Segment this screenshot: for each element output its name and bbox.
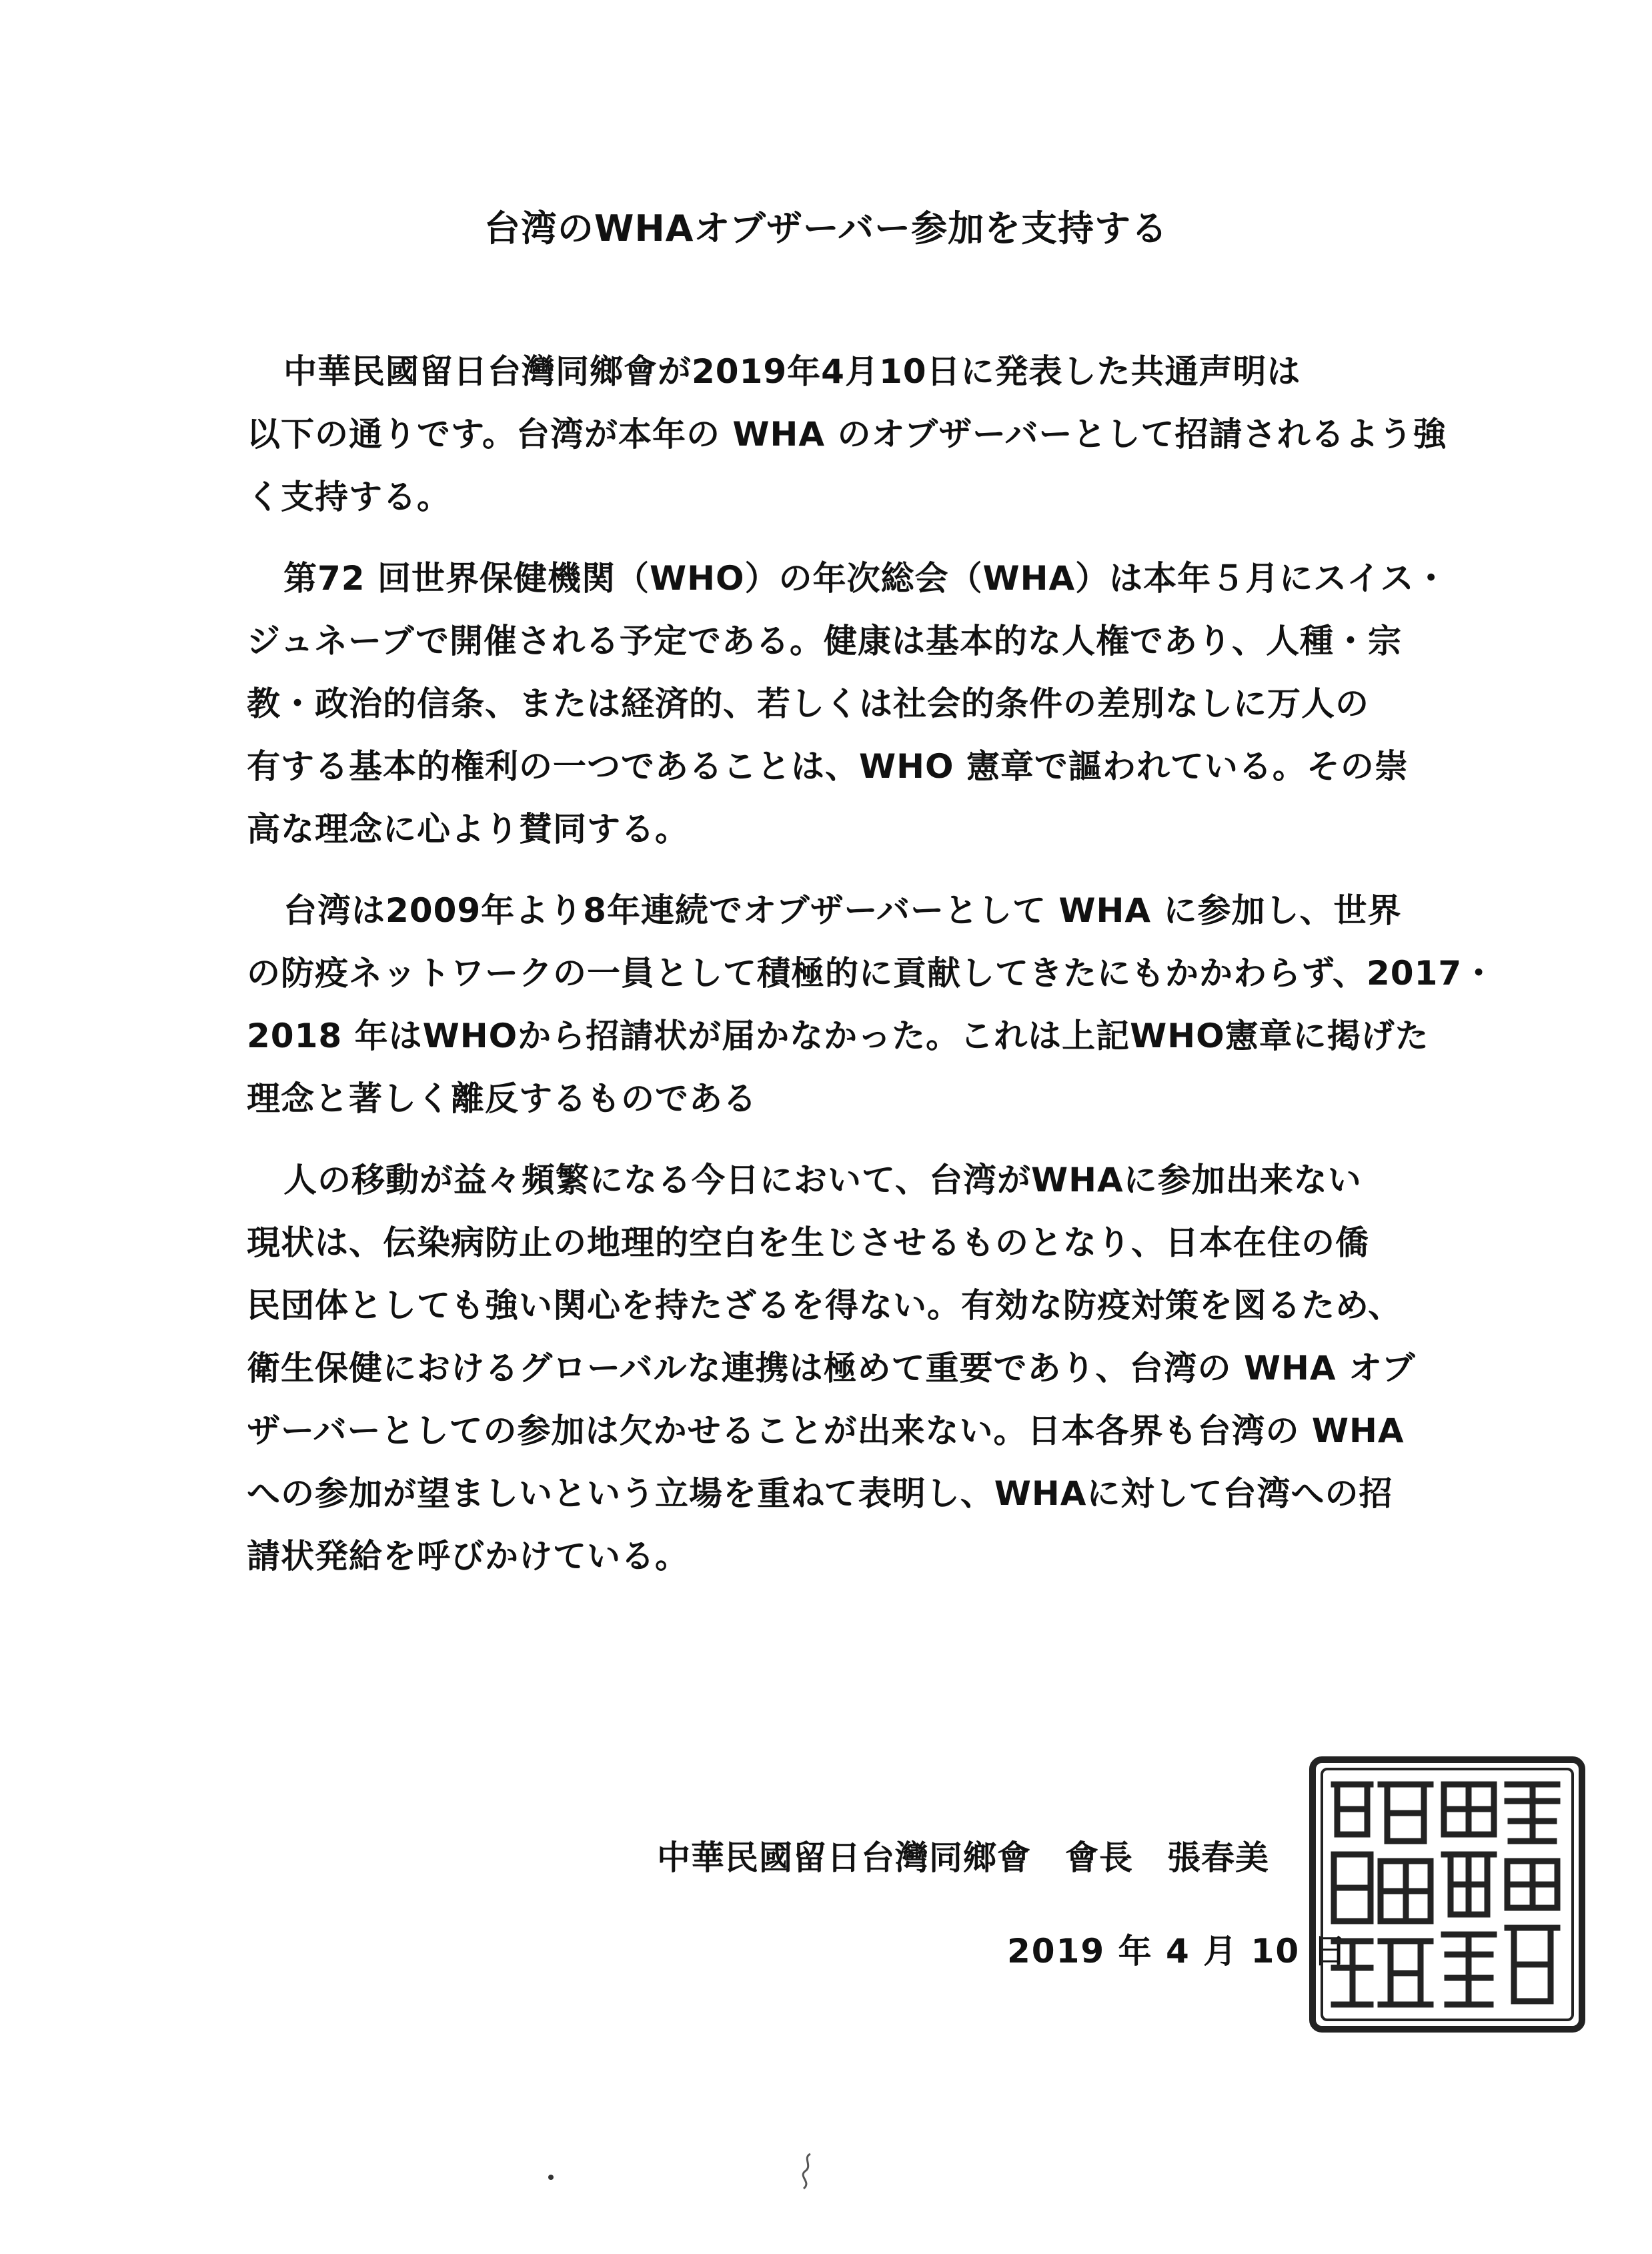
paragraph-line: 以下の通りです。台湾が本年の WHA のオブザーバーとして招請されるよう強 bbox=[247, 415, 1447, 454]
paragraph-line: 高な理念に心より賛同する。 bbox=[247, 810, 689, 849]
paragraph-2 bbox=[247, 547, 1449, 861]
official-seal-stamp bbox=[1307, 1754, 1587, 2035]
page-title: 台湾のWHAオブザーバー参加を支持する bbox=[484, 207, 1168, 249]
paragraph-line: への参加が望ましいという立場を重ねて表明し、WHAに対して台湾への招 bbox=[247, 1474, 1393, 1513]
paragraph-line: 2018 年はWHOから招請状が届かなかった。これは上記WHO憲章に掲げた bbox=[247, 1017, 1429, 1055]
paragraph-line: く支持する。 bbox=[247, 478, 451, 516]
paragraph-line: 現状は、伝染病防止の地理的空白を生じさせるものとなり、日本在住の僑 bbox=[247, 1223, 1369, 1262]
scan-speck-mark bbox=[547, 2173, 555, 2181]
paragraph-line: 教・政治的信条、または経済的、若しくは社会的条件の差別なしに万人の bbox=[247, 684, 1369, 723]
paragraph-3 bbox=[247, 879, 1497, 1130]
paragraph-line: 衛生保健におけるグローバルな連携は極めて重要であり、台湾の WHA オブ bbox=[247, 1349, 1416, 1387]
signature-organization: 中華民國留日台灣同鄉會 會長 張春美 bbox=[657, 1838, 1269, 1877]
paragraph-line: 民団体としても強い関心を持たざるを得ない。有効な防疫対策を図るため、 bbox=[247, 1286, 1402, 1325]
scan-scribble-mark bbox=[797, 2151, 817, 2191]
paragraph-line: ザーバーとしての参加は欠かせることが出来ない。日本各界も台湾の WHA bbox=[247, 1412, 1405, 1450]
signature-date: 2019 年 4 月 10 日 bbox=[1007, 1932, 1348, 1970]
paragraph-4 bbox=[247, 1149, 1416, 1588]
paragraph-1 bbox=[247, 340, 1447, 528]
paragraph-line: ジュネーブで開催される予定である。健康は基本的な人権であり、人種・宗 bbox=[247, 622, 1402, 660]
paragraph-line: の防疫ネットワークの一員として積極的に貢献してきたにもかかわらず、2017・ bbox=[247, 954, 1497, 993]
paragraph-line: 人の移動が益々頻繁になる今日において、台湾がWHAに参加出来ない bbox=[283, 1161, 1362, 1199]
document-body bbox=[247, 340, 1497, 1606]
paragraph-line: 請状発給を呼びかけている。 bbox=[247, 1537, 689, 1576]
paragraph-line: 台湾は2009年より8年連続でオブザーバーとして WHA に参加し、世界 bbox=[283, 891, 1402, 930]
paragraph-line: 理念と著しく離反するものである bbox=[247, 1079, 757, 1118]
paragraph-line: 第72 回世界保健機関（WHO）の年次総会（WHA）は本年５月にスイス・ bbox=[283, 559, 1449, 598]
paragraph-line: 有する基本的権利の一つであることは、WHO 憲章で謳われている。その崇 bbox=[247, 747, 1409, 786]
paragraph-line: 中華民國留日台灣同鄉會が2019年4月10日に発表した共通声明は bbox=[283, 352, 1301, 391]
